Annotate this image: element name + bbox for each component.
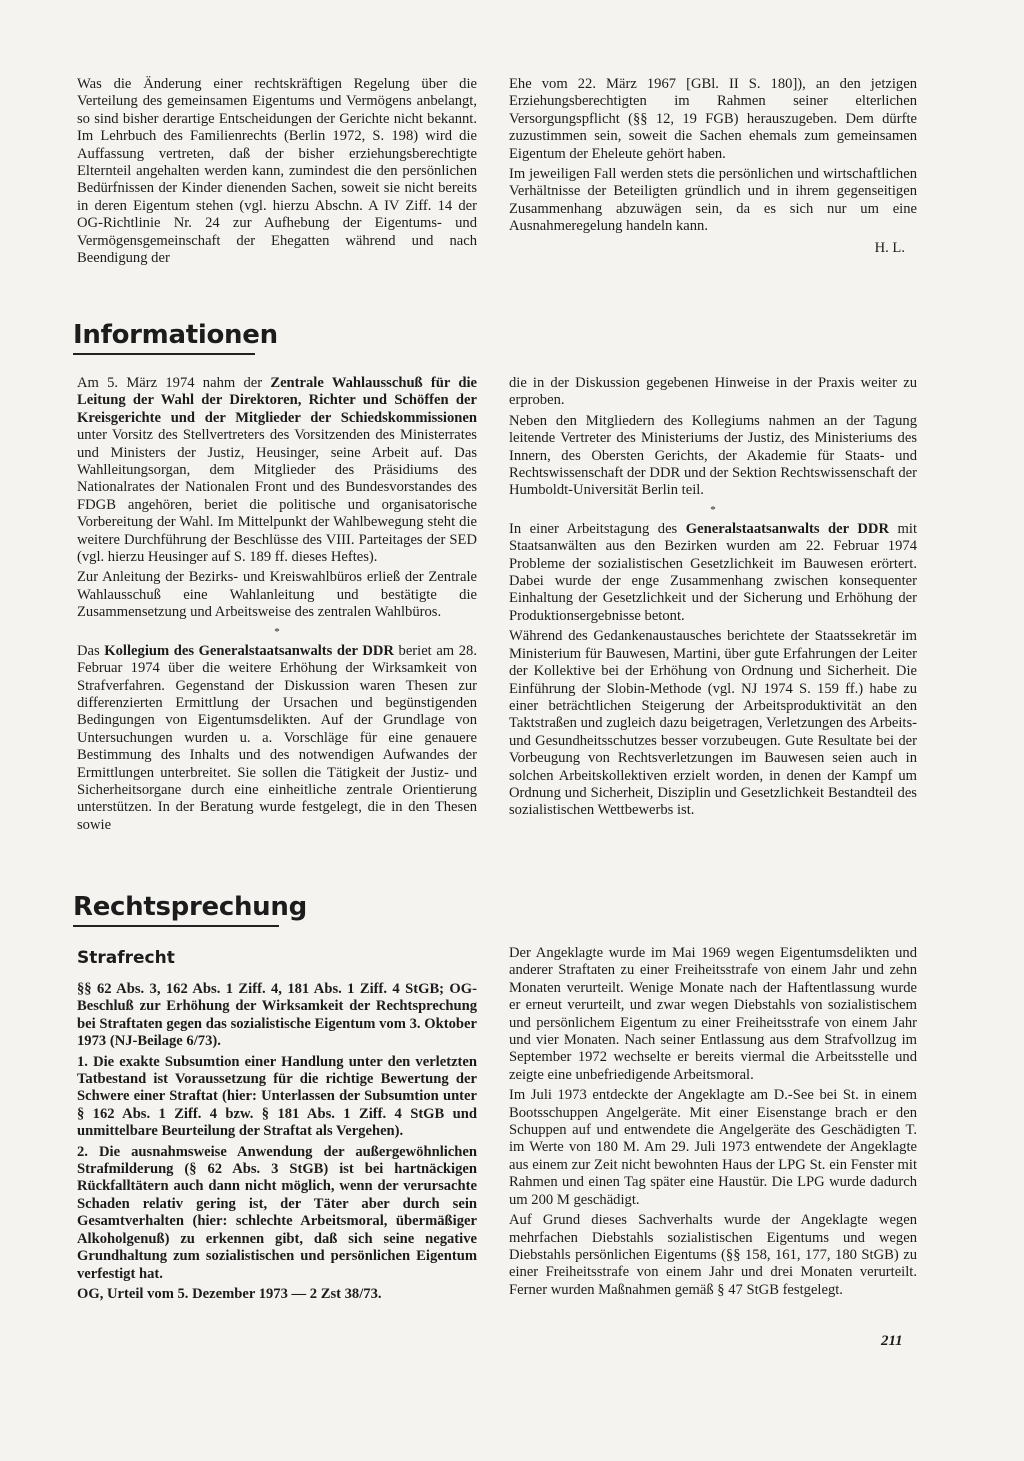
section-title-rechtsprechung: Rechtsprechung (73, 892, 307, 922)
court-citation: OG, Urteil vom 5. Dezember 1973 — 2 Zst 38/73. (77, 1285, 382, 1302)
case-paragraph-vorstrafen: Der Angeklagte wurde im Mai 1969 wegen Eigentumsdelikten und anderer Straftaten zu einer Freiheitsstrafe von einem Jahr und zehn Monaten verurteilt. Wenige Monate nach der Haftentlassung wurde er erneut verurteilt, und zwar wegen Diebstahls von sozialistischem und persönlichem Eigentum zu einer Freiheitsstrafe von einem Jahr und vier Monaten. Nach seiner Entlassung aus dem Strafvollzug im September 1972 wechselte er bereits viermal die Arbeitsstelle und zeigte eine unbefriedigende Arbeitsmoral. (509, 945, 917, 1083)
section-title-informationen: Informationen (73, 320, 278, 350)
info-paragraph-wahlanleitung: Zur Anleitung der Bezirks- und Kreiswahlbüros erließ der Zentrale Wahlausschuß eine Wahlanleitung und bestätigte die Zusammensetzung und Arbeitsweise des zentralen Wahlbüros. (77, 569, 477, 621)
informationen-left-column (77, 375, 477, 837)
info-paragraph-gedankenaustausch: Während des Gedankenaustausches berichtete der Staatssekretär im Ministerium für Bauwesen, Martini, über gute Erfahrungen der Leiter der Kollektive bei der Erhöhung von Ordnung und Sicherheit. Die Einführung der Slobin-Methode (vgl. NJ 1974 S. 159 ff.) habe zu einer beträchtlichen Steigerung der Arbeitsproduktivität an den Taktstraßen und zugleich dazu beigetragen, Verletzungen des Arbeits- und Gesundheitsschutzes besser vorzubeugen. Gute Resultate bei der Vorbeugung von Rechtsverletzungen im Bauwesen seien auch in solchen Arbeitskollektiven erzielt worden, in denen der Kampf um Ordnung und Sicherheit, Disziplin und Gesetzlichkeit Bestandteil des sozialistischen Wettbewerbs ist. (509, 628, 917, 819)
text-run: mit Staatsanwälten aus den Bezirken wurden am 22. Februar 1974 Probleme der sozialistischen Gesetzlichkeit im Bauwesen erörtert. Dabei wurde der enge Zusammenhang zwischen konsequenter Einhaltung der Gesetzlichkeit und der Sicherung und Erhöhung der Produktionsergebnisse betont. (509, 520, 918, 624)
legal-norms: §§ 62 Abs. 3, 162 Abs. 1 Ziff. 4, 181 Abs. 1 Ziff. 4 StGB; OG-Beschluß zur Erhöhung der Wirksamkeit der Rechtsprechung bei Straftaten gegen das sozialistische Eigentum vom 3. Oktober 1973 (NJ-Beilage 6/73). (77, 981, 477, 1050)
info-paragraph-kollegium (77, 643, 477, 834)
bold-run: Zentrale Wahlausschuß für die Leitung der Wahl der Direktoren, Richter und Schöffen der Kreisgerichte und der Mitglieder der Schiedskommissionen (77, 375, 477, 426)
separator-star: * (710, 503, 716, 516)
top-right-paragraph-1: Ehe vom 22. März 1967 [GBl. II S. 180]), an den jetzigen Erziehungsberechtigten im Rahmen seiner elterlichen Versorgungspflicht (§§ 12, 19 FGB) herauszugeben. Dem dürfte zuzustimmen sein, soweit die Sachen ehemals zum gemeinsamen Eigentum der Eheleute gehört haben. (509, 76, 917, 162)
text-run: beriet am 28. Februar 1974 über die weitere Erhöhung der Wirksamkeit von Strafverfahren. Gegenstand der Diskussion waren Thesen zur differenzierten Ermittlung der Ursachen und begünstigenden Bedingungen von Eigentumsdelikten. Auf der Grundlage von Untersuchungen wurden u. a. Vorschläge für eine genauere Bestimmung des Inhalts und des notwendigen Aufwandes der Ermittlungen unterbreitet. Sie sollen die Tätigkeit der Justiz- und Sicherheitsorgane durch eine einheitliche zentrale Orientierung unterstützen. In der Beratung wurde festgelegt, die in den Thesen sowie (77, 642, 477, 833)
top-left-column (77, 76, 477, 270)
info-paragraph-teilnehmer: Neben den Mitgliedern des Kollegiums nahmen an der Tagung leitende Vertreter des Ministeriums der Justiz, des Ministeriums des Innern, des Obersten Gerichts, der Akademie für Staats- und Rechtswissenschaft der DDR und der Sektion Rechtswissenschaft der Humboldt-Universität Berlin teil. (509, 412, 917, 499)
case-paragraph-tathergang: Im Juli 1973 entdeckte der Angeklagte am D.-See bei St. in einem Bootsschuppen Angelgeräte. Mit einer Eisenstange brach er den Schuppen auf und entwendete die Angelgeräte des Geschädigten T. im Werte von 180 M. Am 29. Juli 1973 entwendete der Angeklagte aus einem zur Zeit nicht bewohnten Haus der LPG St. ein Fenster mit Rahmen und einen Tag später eine Haustür. Die LPG wurde dadurch um 200 M geschädigt. (509, 1087, 917, 1208)
bold-run: Kollegium des Generalstaatsanwalts der DDR (104, 642, 394, 659)
section-title-underline (73, 353, 255, 355)
info-paragraph-erprobung: die in der Diskussion gegebenen Hinweise in der Praxis weiter zu erproben. (509, 375, 917, 409)
info-paragraph-arbeitstagung (509, 521, 917, 625)
informationen-right-column (509, 375, 917, 823)
legal-thesis-1: 1. Die exakte Subsumtion einer Handlung unter den verletzten Tatbestand ist Voraussetzung für die richtige Bewertung der Schwere einer Straftat (hier: Unterlassen der Subsumtion unter § 162 Abs. 1 Ziff. 4 bzw. § 181 Abs. 1 Ziff. 4 StGB und unmittelbare Beurteilung der Straftat als Vergehen). (77, 1053, 477, 1140)
subsection-title-strafrecht: Strafrecht (77, 948, 175, 968)
rechtsprechung-left-column (77, 947, 477, 1306)
top-right-paragraph-2: Im jeweiligen Fall werden stets die persönlichen und wirtschaftlichen Verhältnisse der Beteiligten gründlich und in ihrem gegenseitigen Zusammenhang abzuwägen sein, da es sich nur um eine Ausnahmeregelung handeln kann. (509, 166, 917, 235)
text-run: unter Vorsitz des Stellvertreters des Vorsitzenden des Ministerrates und Ministers der Justiz, Heusinger, seine Arbeit auf. Das Wahlleitungsorgan, dem Mitglieder des Präsidiums des Nationalrates der Nationalen Front und des Bundesvorstandes des FDGB angehören, beriet die politische und organisatorische Vorbereitung der Wahl. Im Mittelpunkt der Wahlbewegung steht die weitere Durchführung der Beschlüsse des VIII. Parteitages der SED (vgl. hierzu Heusinger auf S. 189 ff. dieses Heftes). (77, 427, 477, 566)
rechtsprechung-right-column (509, 945, 917, 1302)
text-run: Das (77, 642, 105, 659)
bold-run: Generalstaatsanwalts der DDR (685, 520, 890, 537)
legal-thesis-2: 2. Die ausnahmsweise Anwendung der außergewöhnlichen Strafmilderung (§ 62 Abs. 3 StGB) ist bei hartnäckigen Rückfalltätern auch dann nicht möglich, wenn der verursachte Schaden relativ gering ist, der Täter aber durch sein Gesamtverhalten (hier: schlechte Arbeitsmoral, übermäßiger Alkoholgenuß) zu erkennen gibt, daß sich seine negative Grundhaltung zum sozialistischen und persönlichen Eigentum verfestigt hat. (77, 1143, 477, 1282)
text-run: Am 5. März 1974 nahm der (77, 375, 271, 391)
section-title-underline (73, 925, 279, 927)
author-signature: H. L. (874, 239, 905, 256)
top-right-column (509, 76, 917, 257)
info-paragraph-wahlausschuss (77, 375, 477, 566)
case-paragraph-urteil: Auf Grund dieses Sachverhalts wurde der Angeklagte wegen mehrfachen Diebstahls sozialistischen Eigentums und wegen Diebstahls persönlichen Eigentums (§§ 158, 161, 177, 180 StGB) zu einer Freiheitsstrafe von einem Jahr und drei Monaten verurteilt. Ferner wurden Maßnahmen gemäß § 47 StGB festgelegt. (509, 1212, 917, 1298)
top-left-paragraph: Was die Änderung einer rechtskräftigen Regelung über die Verteilung des gemeinsamen Eigentums und Vermögens anbelangt, so sind bisher derartige Entscheidungen der Gerichte nicht bekannt. Im Lehrbuch des Familienrechts (Berlin 1972, S. 198) wird die Auffassung vertreten, daß der bisher erziehungsberechtigte Elternteil angehalten werden kann, zumindest die den persönlichen Bedürfnissen der Kinder dienenden Sachen, soweit sie nicht bereits in deren Eigentum stehen (vgl. hierzu Abschn. A IV Ziff. 14 der OG-Richtlinie Nr. 24 zur Aufhebung der Eigentums- und Vermögensgemeinschaft der Ehegatten während und nach Beendigung der (77, 76, 477, 267)
text-run: In einer Arbeitstagung des (509, 520, 686, 537)
page-number: 211 (881, 1333, 903, 1349)
separator-star: * (274, 625, 280, 638)
